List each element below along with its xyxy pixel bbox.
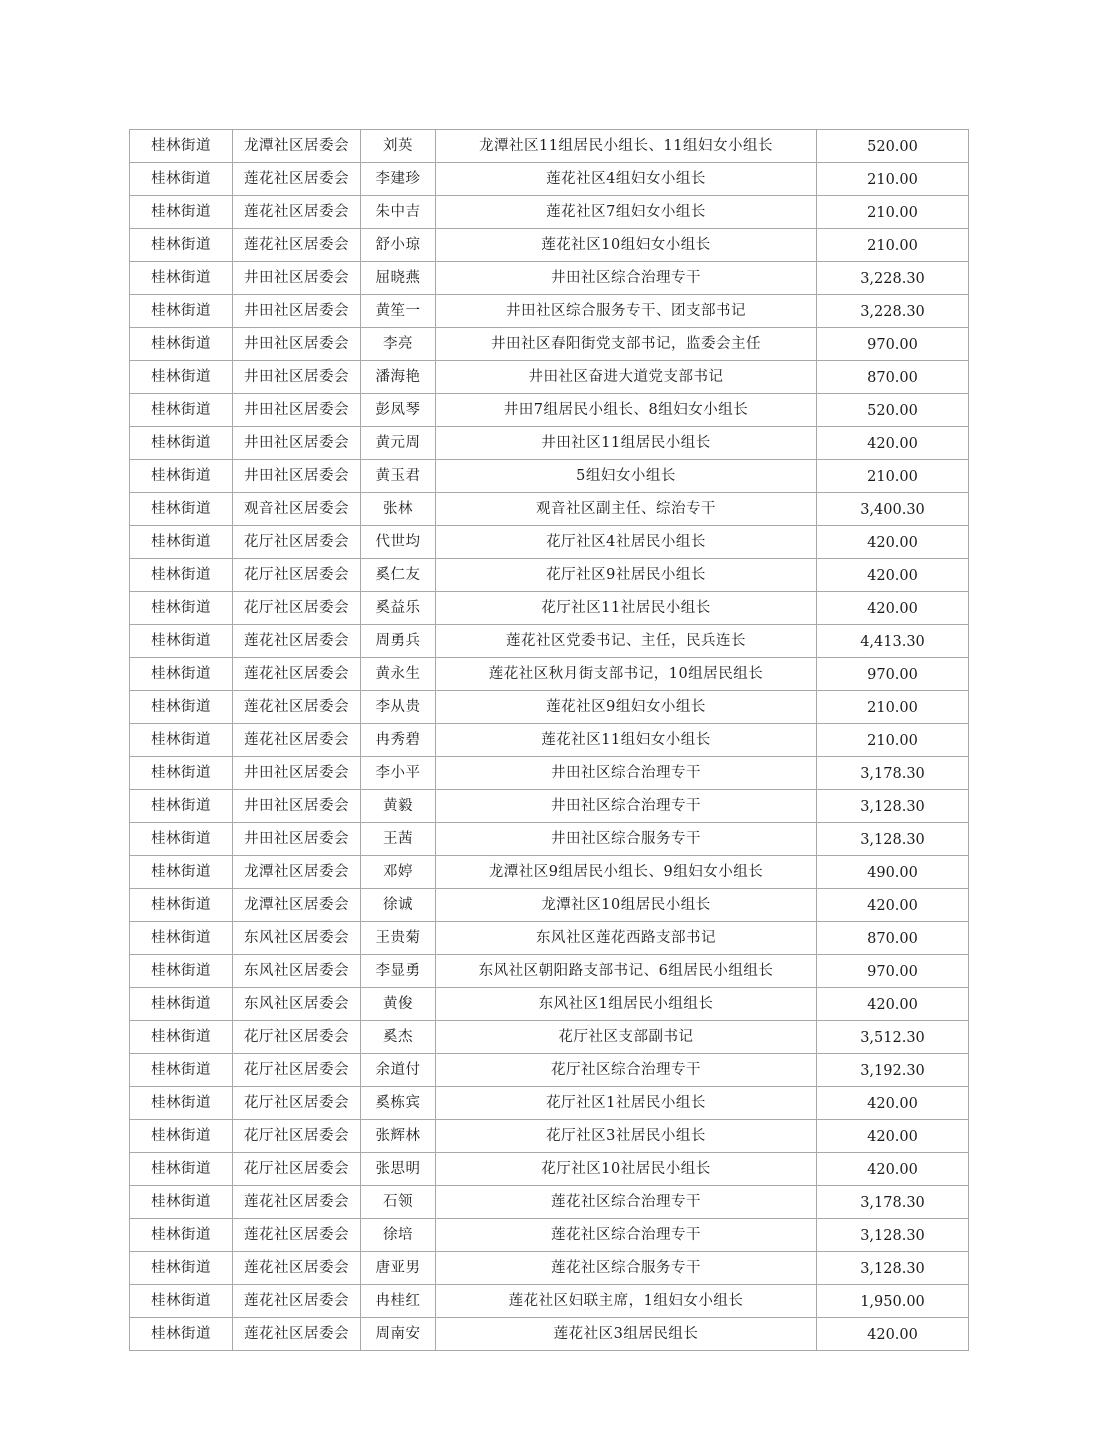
street-cell: 桂林街道 xyxy=(130,394,233,427)
street-cell: 桂林街道 xyxy=(130,130,233,163)
street-cell: 桂林街道 xyxy=(130,988,233,1021)
table-row xyxy=(130,1318,969,1351)
committee-cell: 观音社区居委会 xyxy=(233,493,361,526)
table-row xyxy=(130,295,969,328)
name-cell: 石领 xyxy=(361,1186,436,1219)
name-cell: 朱中吉 xyxy=(361,196,436,229)
name-cell: 冉桂红 xyxy=(361,1285,436,1318)
table-row xyxy=(130,559,969,592)
amount-cell: 3,178.30 xyxy=(817,757,969,790)
committee-cell: 井田社区居委会 xyxy=(233,823,361,856)
table-row xyxy=(130,130,969,163)
amount-cell: 1,950.00 xyxy=(817,1285,969,1318)
table-row xyxy=(130,1186,969,1219)
name-cell: 屈晓燕 xyxy=(361,262,436,295)
committee-cell: 莲花社区居委会 xyxy=(233,658,361,691)
roster-table xyxy=(129,129,969,1351)
table-row xyxy=(130,229,969,262)
committee-cell: 井田社区居委会 xyxy=(233,394,361,427)
position-cell: 莲花社区4组妇女小组长 xyxy=(436,163,817,196)
name-cell: 李小平 xyxy=(361,757,436,790)
name-cell: 潘海艳 xyxy=(361,361,436,394)
name-cell: 黄俊 xyxy=(361,988,436,1021)
name-cell: 黄元周 xyxy=(361,427,436,460)
table-row xyxy=(130,262,969,295)
name-cell: 奚栋宾 xyxy=(361,1087,436,1120)
street-cell: 桂林街道 xyxy=(130,427,233,460)
table-row xyxy=(130,1219,969,1252)
table-row xyxy=(130,955,969,988)
street-cell: 桂林街道 xyxy=(130,493,233,526)
committee-cell: 花厅社区居委会 xyxy=(233,1054,361,1087)
street-cell: 桂林街道 xyxy=(130,361,233,394)
name-cell: 奚仁友 xyxy=(361,559,436,592)
position-cell: 花厅社区10社居民小组长 xyxy=(436,1153,817,1186)
committee-cell: 龙潭社区居委会 xyxy=(233,856,361,889)
committee-cell: 莲花社区居委会 xyxy=(233,1186,361,1219)
street-cell: 桂林街道 xyxy=(130,1186,233,1219)
position-cell: 莲花社区11组妇女小组长 xyxy=(436,724,817,757)
committee-cell: 花厅社区居委会 xyxy=(233,1021,361,1054)
committee-cell: 东风社区居委会 xyxy=(233,922,361,955)
name-cell: 周勇兵 xyxy=(361,625,436,658)
street-cell: 桂林街道 xyxy=(130,1120,233,1153)
name-cell: 李显勇 xyxy=(361,955,436,988)
committee-cell: 井田社区居委会 xyxy=(233,757,361,790)
table-row xyxy=(130,1120,969,1153)
name-cell: 舒小琼 xyxy=(361,229,436,262)
committee-cell: 莲花社区居委会 xyxy=(233,1285,361,1318)
table-row xyxy=(130,724,969,757)
street-cell: 桂林街道 xyxy=(130,1318,233,1351)
street-cell: 桂林街道 xyxy=(130,592,233,625)
table-row xyxy=(130,361,969,394)
position-cell: 莲花社区综合治理专干 xyxy=(436,1186,817,1219)
street-cell: 桂林街道 xyxy=(130,1087,233,1120)
committee-cell: 莲花社区居委会 xyxy=(233,1252,361,1285)
table-row xyxy=(130,493,969,526)
name-cell: 彭凤琴 xyxy=(361,394,436,427)
street-cell: 桂林街道 xyxy=(130,658,233,691)
name-cell: 李建珍 xyxy=(361,163,436,196)
street-cell: 桂林街道 xyxy=(130,724,233,757)
table-row xyxy=(130,856,969,889)
table-row xyxy=(130,889,969,922)
table-row xyxy=(130,922,969,955)
amount-cell: 3,128.30 xyxy=(817,1219,969,1252)
street-cell: 桂林街道 xyxy=(130,757,233,790)
table-row xyxy=(130,526,969,559)
table-row xyxy=(130,394,969,427)
table-row xyxy=(130,1021,969,1054)
amount-cell: 420.00 xyxy=(817,1120,969,1153)
name-cell: 唐亚男 xyxy=(361,1252,436,1285)
committee-cell: 井田社区居委会 xyxy=(233,361,361,394)
table-row xyxy=(130,1054,969,1087)
street-cell: 桂林街道 xyxy=(130,460,233,493)
table-row xyxy=(130,1087,969,1120)
street-cell: 桂林街道 xyxy=(130,559,233,592)
amount-cell: 210.00 xyxy=(817,163,969,196)
amount-cell: 420.00 xyxy=(817,559,969,592)
street-cell: 桂林街道 xyxy=(130,163,233,196)
committee-cell: 莲花社区居委会 xyxy=(233,229,361,262)
name-cell: 代世均 xyxy=(361,526,436,559)
amount-cell: 3,228.30 xyxy=(817,295,969,328)
position-cell: 花厅社区综合治理专干 xyxy=(436,1054,817,1087)
name-cell: 黄毅 xyxy=(361,790,436,823)
name-cell: 刘英 xyxy=(361,130,436,163)
name-cell: 徐培 xyxy=(361,1219,436,1252)
position-cell: 莲花社区综合治理专干 xyxy=(436,1219,817,1252)
name-cell: 徐诚 xyxy=(361,889,436,922)
name-cell: 张辉林 xyxy=(361,1120,436,1153)
position-cell: 莲花社区10组妇女小组长 xyxy=(436,229,817,262)
committee-cell: 莲花社区居委会 xyxy=(233,163,361,196)
amount-cell: 210.00 xyxy=(817,460,969,493)
committee-cell: 花厅社区居委会 xyxy=(233,1087,361,1120)
street-cell: 桂林街道 xyxy=(130,1153,233,1186)
committee-cell: 花厅社区居委会 xyxy=(233,526,361,559)
street-cell: 桂林街道 xyxy=(130,328,233,361)
committee-cell: 莲花社区居委会 xyxy=(233,196,361,229)
street-cell: 桂林街道 xyxy=(130,526,233,559)
name-cell: 李亮 xyxy=(361,328,436,361)
position-cell: 井田社区11组居民小组长 xyxy=(436,427,817,460)
amount-cell: 210.00 xyxy=(817,724,969,757)
amount-cell: 3,128.30 xyxy=(817,823,969,856)
street-cell: 桂林街道 xyxy=(130,790,233,823)
name-cell: 黄永生 xyxy=(361,658,436,691)
table-row xyxy=(130,790,969,823)
amount-cell: 210.00 xyxy=(817,691,969,724)
position-cell: 井田社区春阳街党支部书记，监委会主任 xyxy=(436,328,817,361)
table-row xyxy=(130,658,969,691)
street-cell: 桂林街道 xyxy=(130,295,233,328)
amount-cell: 3,128.30 xyxy=(817,1252,969,1285)
street-cell: 桂林街道 xyxy=(130,955,233,988)
name-cell: 王贵菊 xyxy=(361,922,436,955)
position-cell: 龙潭社区9组居民小组长、9组妇女小组长 xyxy=(436,856,817,889)
amount-cell: 520.00 xyxy=(817,394,969,427)
amount-cell: 420.00 xyxy=(817,526,969,559)
committee-cell: 花厅社区居委会 xyxy=(233,1153,361,1186)
name-cell: 张思明 xyxy=(361,1153,436,1186)
amount-cell: 3,192.30 xyxy=(817,1054,969,1087)
name-cell: 余道付 xyxy=(361,1054,436,1087)
committee-cell: 莲花社区居委会 xyxy=(233,625,361,658)
position-cell: 5组妇女小组长 xyxy=(436,460,817,493)
committee-cell: 井田社区居委会 xyxy=(233,790,361,823)
table-row xyxy=(130,460,969,493)
position-cell: 龙潭社区11组居民小组长、11组妇女小组长 xyxy=(436,130,817,163)
position-cell: 花厅社区9社居民小组长 xyxy=(436,559,817,592)
committee-cell: 莲花社区居委会 xyxy=(233,1219,361,1252)
position-cell: 花厅社区支部副书记 xyxy=(436,1021,817,1054)
amount-cell: 3,228.30 xyxy=(817,262,969,295)
position-cell: 莲花社区3组居民组长 xyxy=(436,1318,817,1351)
position-cell: 花厅社区11社居民小组长 xyxy=(436,592,817,625)
name-cell: 黄玉君 xyxy=(361,460,436,493)
committee-cell: 花厅社区居委会 xyxy=(233,1120,361,1153)
committee-cell: 莲花社区居委会 xyxy=(233,691,361,724)
position-cell: 东风社区1组居民小组组长 xyxy=(436,988,817,1021)
amount-cell: 3,512.30 xyxy=(817,1021,969,1054)
table-row xyxy=(130,1252,969,1285)
table-row xyxy=(130,988,969,1021)
amount-cell: 970.00 xyxy=(817,658,969,691)
committee-cell: 井田社区居委会 xyxy=(233,460,361,493)
position-cell: 东风社区莲花西路支部书记 xyxy=(436,922,817,955)
street-cell: 桂林街道 xyxy=(130,1252,233,1285)
committee-cell: 井田社区居委会 xyxy=(233,328,361,361)
position-cell: 观音社区副主任、综治专干 xyxy=(436,493,817,526)
amount-cell: 970.00 xyxy=(817,328,969,361)
amount-cell: 3,178.30 xyxy=(817,1186,969,1219)
committee-cell: 龙潭社区居委会 xyxy=(233,889,361,922)
amount-cell: 420.00 xyxy=(817,1087,969,1120)
amount-cell: 420.00 xyxy=(817,1318,969,1351)
table-row xyxy=(130,1285,969,1318)
position-cell: 东风社区朝阳路支部书记、6组居民小组组长 xyxy=(436,955,817,988)
street-cell: 桂林街道 xyxy=(130,229,233,262)
position-cell: 莲花社区综合服务专干 xyxy=(436,1252,817,1285)
position-cell: 井田社区奋进大道党支部书记 xyxy=(436,361,817,394)
street-cell: 桂林街道 xyxy=(130,1054,233,1087)
position-cell: 莲花社区秋月街支部书记，10组居民组长 xyxy=(436,658,817,691)
amount-cell: 3,128.30 xyxy=(817,790,969,823)
name-cell: 邓婷 xyxy=(361,856,436,889)
position-cell: 莲花社区9组妇女小组长 xyxy=(436,691,817,724)
position-cell: 井田社区综合治理专干 xyxy=(436,262,817,295)
table-row xyxy=(130,757,969,790)
position-cell: 花厅社区3社居民小组长 xyxy=(436,1120,817,1153)
table-row xyxy=(130,427,969,460)
committee-cell: 井田社区居委会 xyxy=(233,427,361,460)
committee-cell: 井田社区居委会 xyxy=(233,295,361,328)
position-cell: 莲花社区妇联主席，1组妇女小组长 xyxy=(436,1285,817,1318)
roster-table-body xyxy=(130,130,969,1351)
amount-cell: 870.00 xyxy=(817,361,969,394)
position-cell: 井田社区综合服务专干 xyxy=(436,823,817,856)
name-cell: 张林 xyxy=(361,493,436,526)
position-cell: 井田社区综合治理专干 xyxy=(436,757,817,790)
table-row xyxy=(130,328,969,361)
table-row xyxy=(130,1153,969,1186)
position-cell: 莲花社区7组妇女小组长 xyxy=(436,196,817,229)
table-row xyxy=(130,691,969,724)
street-cell: 桂林街道 xyxy=(130,691,233,724)
amount-cell: 420.00 xyxy=(817,592,969,625)
name-cell: 王茜 xyxy=(361,823,436,856)
table-row xyxy=(130,625,969,658)
amount-cell: 210.00 xyxy=(817,229,969,262)
committee-cell: 东风社区居委会 xyxy=(233,988,361,1021)
name-cell: 冉秀碧 xyxy=(361,724,436,757)
amount-cell: 420.00 xyxy=(817,1153,969,1186)
position-cell: 井田社区综合治理专干 xyxy=(436,790,817,823)
name-cell: 奚杰 xyxy=(361,1021,436,1054)
table-row xyxy=(130,823,969,856)
table-row xyxy=(130,196,969,229)
position-cell: 莲花社区党委书记、主任，民兵连长 xyxy=(436,625,817,658)
amount-cell: 520.00 xyxy=(817,130,969,163)
name-cell: 黄笙一 xyxy=(361,295,436,328)
street-cell: 桂林街道 xyxy=(130,1021,233,1054)
amount-cell: 3,400.30 xyxy=(817,493,969,526)
amount-cell: 870.00 xyxy=(817,922,969,955)
street-cell: 桂林街道 xyxy=(130,196,233,229)
position-cell: 井田社区综合服务专干、团支部书记 xyxy=(436,295,817,328)
name-cell: 李从贵 xyxy=(361,691,436,724)
table-row xyxy=(130,592,969,625)
committee-cell: 龙潭社区居委会 xyxy=(233,130,361,163)
position-cell: 龙潭社区10组居民小组长 xyxy=(436,889,817,922)
committee-cell: 莲花社区居委会 xyxy=(233,1318,361,1351)
name-cell: 奚益乐 xyxy=(361,592,436,625)
amount-cell: 970.00 xyxy=(817,955,969,988)
street-cell: 桂林街道 xyxy=(130,262,233,295)
amount-cell: 420.00 xyxy=(817,427,969,460)
street-cell: 桂林街道 xyxy=(130,1285,233,1318)
committee-cell: 花厅社区居委会 xyxy=(233,559,361,592)
amount-cell: 420.00 xyxy=(817,889,969,922)
street-cell: 桂林街道 xyxy=(130,856,233,889)
position-cell: 花厅社区4社居民小组长 xyxy=(436,526,817,559)
street-cell: 桂林街道 xyxy=(130,889,233,922)
committee-cell: 东风社区居委会 xyxy=(233,955,361,988)
table-row xyxy=(130,163,969,196)
name-cell: 周南安 xyxy=(361,1318,436,1351)
committee-cell: 莲花社区居委会 xyxy=(233,724,361,757)
committee-cell: 井田社区居委会 xyxy=(233,262,361,295)
amount-cell: 210.00 xyxy=(817,196,969,229)
position-cell: 井田7组居民小组长、8组妇女小组长 xyxy=(436,394,817,427)
street-cell: 桂林街道 xyxy=(130,625,233,658)
amount-cell: 4,413.30 xyxy=(817,625,969,658)
position-cell: 花厅社区1社居民小组长 xyxy=(436,1087,817,1120)
street-cell: 桂林街道 xyxy=(130,922,233,955)
street-cell: 桂林街道 xyxy=(130,1219,233,1252)
committee-cell: 花厅社区居委会 xyxy=(233,592,361,625)
street-cell: 桂林街道 xyxy=(130,823,233,856)
amount-cell: 420.00 xyxy=(817,988,969,1021)
amount-cell: 490.00 xyxy=(817,856,969,889)
